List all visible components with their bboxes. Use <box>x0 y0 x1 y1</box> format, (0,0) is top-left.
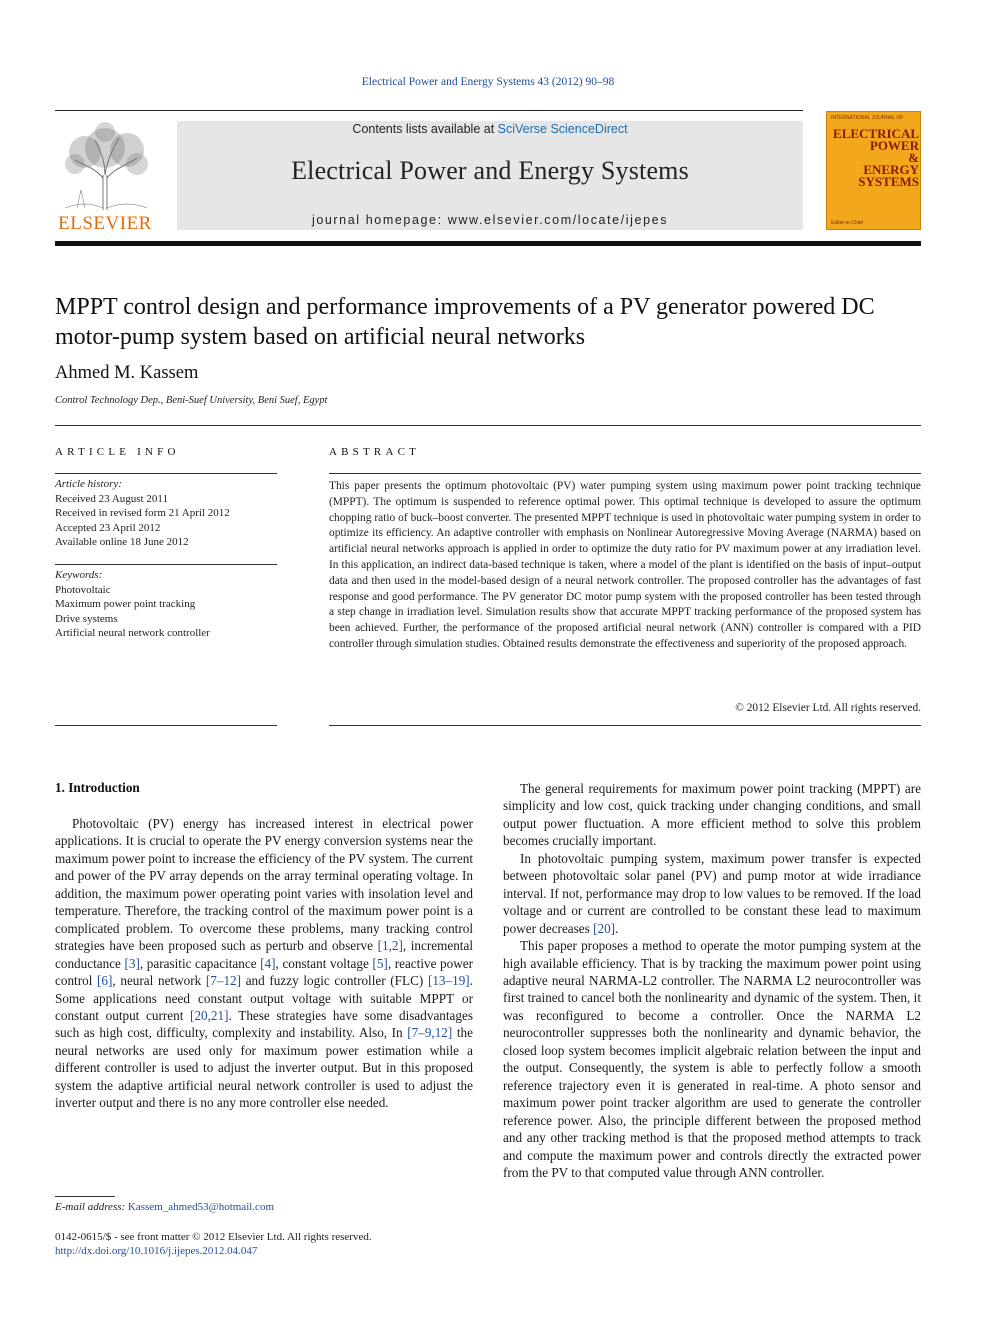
paragraph <box>55 815 473 1112</box>
article-history <box>55 477 277 550</box>
author-affiliation: Control Technology Dep., Beni-Suef University, Beni Suef, Egypt <box>55 395 328 406</box>
paragraph: This paper proposes a method to operate the motor pumping system at the high available efficiency. That is by tracking the maximum power point using adaptive neural NARMA-L2 controller. The NARMA L2 neurocontroller was first trained to cancel both the nonlinearity and dynamic of the system. Then, it was reconfigured to become a controller. Once the NARMA L2 neurocontroller suppresses both the nonlinearity and dynamic behavior, the closed loop system becomes implicit algebraic relation between the input and the output. Consequently, the system is able to perfectly follow a smooth reference trajectory even it is generated in real-time. A photo sensor and maximum power point tracker algorithm are used to generate the controller reference power. Also, the principle different between the proposed method and any other tracking method is that the proposed method attempts to track and compute the maximum power and controls directly the extracted power from the PV to that computed value through ANN controller. <box>503 938 921 1180</box>
article-info-bottom-rule <box>55 725 277 726</box>
abstract-rule <box>329 473 921 474</box>
text-run: , neural network <box>112 973 206 989</box>
history-item: Received 23 August 2011 <box>55 492 168 505</box>
citation-link[interactable]: [20] <box>593 920 616 936</box>
citation-link[interactable]: [1,2] <box>377 938 403 954</box>
issn-line: 0142-0615/$ - see front matter © 2012 Elsevier Ltd. All rights reserved. <box>55 1231 372 1243</box>
contents-line <box>177 122 803 136</box>
abstract-text: This paper presents the optimum photovoltaic (PV) water pumping system using maximum power point tracking technique (MPPT). The optimum is suspended to reference optimal power. This optimal technique is developed to assure the optimum chopping ratio of buck–boost converter. The presented MPPT technique is used in photovoltaic water pumping system in order to optimize its efficiency. An adaptive controller with emphasis on Nonlinear Autoregressive Moving Average (NARMA) based on artificial neural networks approach is applied in order to optimize the duty ratio for PV maximum power at any irradiation level. In this application, an indirect data-based technique is taken, where a model of the plant is identified on the basis of input–output data and then used in the model-based design of a neural network controller. The proposed controller has the advantages of fast response and good performance. The PV generator DC motor pump system with the proposed controller has been tested through a step change in irradiation level. Simulation results show that accurate MPPT tracking performance of the proposed system has been achieved. Further, the performance of the proposed artificial neural network (ANN) controller is compared with a PID controller through simulation studies. Obtained results demonstrate the effectiveness and superiority of the proposed approach. <box>329 480 921 650</box>
journal-title: Electrical Power and Energy Systems <box>291 156 689 185</box>
keyword-item: Photovoltaic <box>55 583 111 596</box>
right-column <box>503 780 921 1181</box>
author-name[interactable]: Ahmed M. Kassem <box>55 363 199 383</box>
cover-line: & <box>908 150 919 165</box>
cover-bottom-text: Editor-in-Chief <box>831 220 863 226</box>
footnote-rule <box>55 1196 115 1197</box>
header-thick-rule <box>55 241 921 246</box>
paragraph: The general requirements for maximum power point tracking (MPPT) are simplicity and low cost, quick tracking under changing conditions, and small output power fluctuation. A more efficient method to solve this problem becomes crucially important. <box>503 781 921 849</box>
email-footnote <box>55 1201 274 1213</box>
contents-prefix: Contents lists available at <box>352 122 498 136</box>
abstract-bottom-rule <box>329 725 921 726</box>
text-run: , incremental conductance <box>55 938 473 971</box>
citation-link[interactable]: [3] <box>124 955 140 971</box>
citation-link[interactable]: [6] <box>97 973 113 989</box>
citation-link[interactable]: [20,21] <box>190 1007 229 1023</box>
keyword-item: Artificial neural network controller <box>55 627 210 640</box>
text-run: and fuzzy logic controller (FLC) <box>241 973 428 989</box>
citation-link[interactable]: [7–9,12] <box>407 1025 453 1041</box>
keywords-block <box>55 568 277 641</box>
elsevier-logo-text: ELSEVIER <box>58 213 152 234</box>
keywords-rule <box>55 564 277 565</box>
homepage-prefix: journal homepage: <box>311 213 448 227</box>
email-label: E-mail address: <box>55 1201 126 1213</box>
journal-citation[interactable]: Electrical Power and Energy Systems 43 (2012) 90–98 <box>361 76 615 88</box>
abstract-copyright: © 2012 Elsevier Ltd. All rights reserved. <box>735 702 921 714</box>
paper-title: MPPT control design and performance improvements of a PV generator powered DC motor-pump system based on artificial neural networks <box>55 294 875 350</box>
text-run: . These strategies have some disadvantages such as high cost, difficulty, complexity and instability. Also, In <box>55 1007 473 1041</box>
text-run: the neural networks are used only for maximum power estimation while a different controller is used to adjust the inverter output. But in this proposed system the adaptive artificial neural network controller is used to adjust the inverter output and there is no any more controller else needed. <box>55 1025 473 1111</box>
article-info-heading: ARTICLE INFO <box>55 446 180 458</box>
paragraph <box>503 850 921 937</box>
history-item: Received in revised form 21 April 2012 <box>55 507 230 520</box>
cover-line: ELECTRICAL <box>833 126 919 141</box>
cover-line: ENERGY <box>863 162 919 177</box>
keyword-item: Drive systems <box>55 612 118 625</box>
journal-homepage <box>177 213 803 227</box>
cover-line: POWER <box>869 138 919 153</box>
email-link[interactable]: Kassem_ahmed53@hotmail.com <box>127 1201 274 1213</box>
article-info-rule <box>55 473 277 474</box>
text-run: . Some applications need constant output voltage with suitable MPPT or constant output current <box>55 973 473 1023</box>
text-run: Photovoltaic (PV) energy has increased interest in electrical power applications. It is crucial to operate the PV energy conversion systems near the maximum power point to increase the efficiency of the PV system. The current and power of the PV array depends on the array terminal operating voltage. In addition, the maximum power operating point varies with insolation level and temperature. Therefore, the tracking control of the maximum power point is a complicated problem. To overcome these problems, many tracking control strategies have been proposed such as perturb and observe <box>55 816 473 954</box>
keyword-item: Maximum power point tracking <box>55 598 196 611</box>
history-label: Article history: <box>55 478 122 490</box>
text-run: , reactive power control <box>55 955 473 989</box>
history-item: Accepted 23 April 2012 <box>55 521 161 534</box>
doi-link[interactable]: http://dx.doi.org/10.1016/j.ijepes.2012.04.047 <box>55 1245 258 1257</box>
text-run: . <box>615 920 619 936</box>
sciencedirect-link[interactable]: SciVerse ScienceDirect <box>497 122 628 136</box>
header-top-rule <box>55 110 803 111</box>
keywords-label: Keywords: <box>55 569 103 581</box>
citation-link[interactable]: [4] <box>260 955 276 971</box>
citation-link[interactable]: [13–19] <box>427 973 470 989</box>
journal-cover-image <box>826 111 921 230</box>
section-title: 1. Introduction <box>55 780 140 795</box>
text-run: , constant voltage <box>275 955 373 971</box>
abstract-heading: ABSTRACT <box>329 446 421 458</box>
text-run: , parasitic capacitance <box>139 955 261 971</box>
cover-title <box>830 128 919 188</box>
text-run: In photovoltaic pumping system, maximum power transfer is expected between photovoltaic solar panel (PV) and pump motor at wide irradiance interval. If not, performance may drop to low values to be removed. If the load voltage and or current are controlled to be constant these lead to maximum power decreases <box>503 850 921 936</box>
left-column <box>55 815 473 1112</box>
homepage-link[interactable]: www.elsevier.com/locate/ijepes <box>447 213 669 227</box>
cover-top-text: INTERNATIONAL JOURNAL OF <box>831 115 904 121</box>
citation-link[interactable]: [7–12] <box>205 973 242 989</box>
cover-line: SYSTEMS <box>858 174 919 189</box>
citation-link[interactable]: [5] <box>372 955 388 971</box>
history-item: Available online 18 June 2012 <box>55 536 189 549</box>
title-divider <box>55 425 921 426</box>
